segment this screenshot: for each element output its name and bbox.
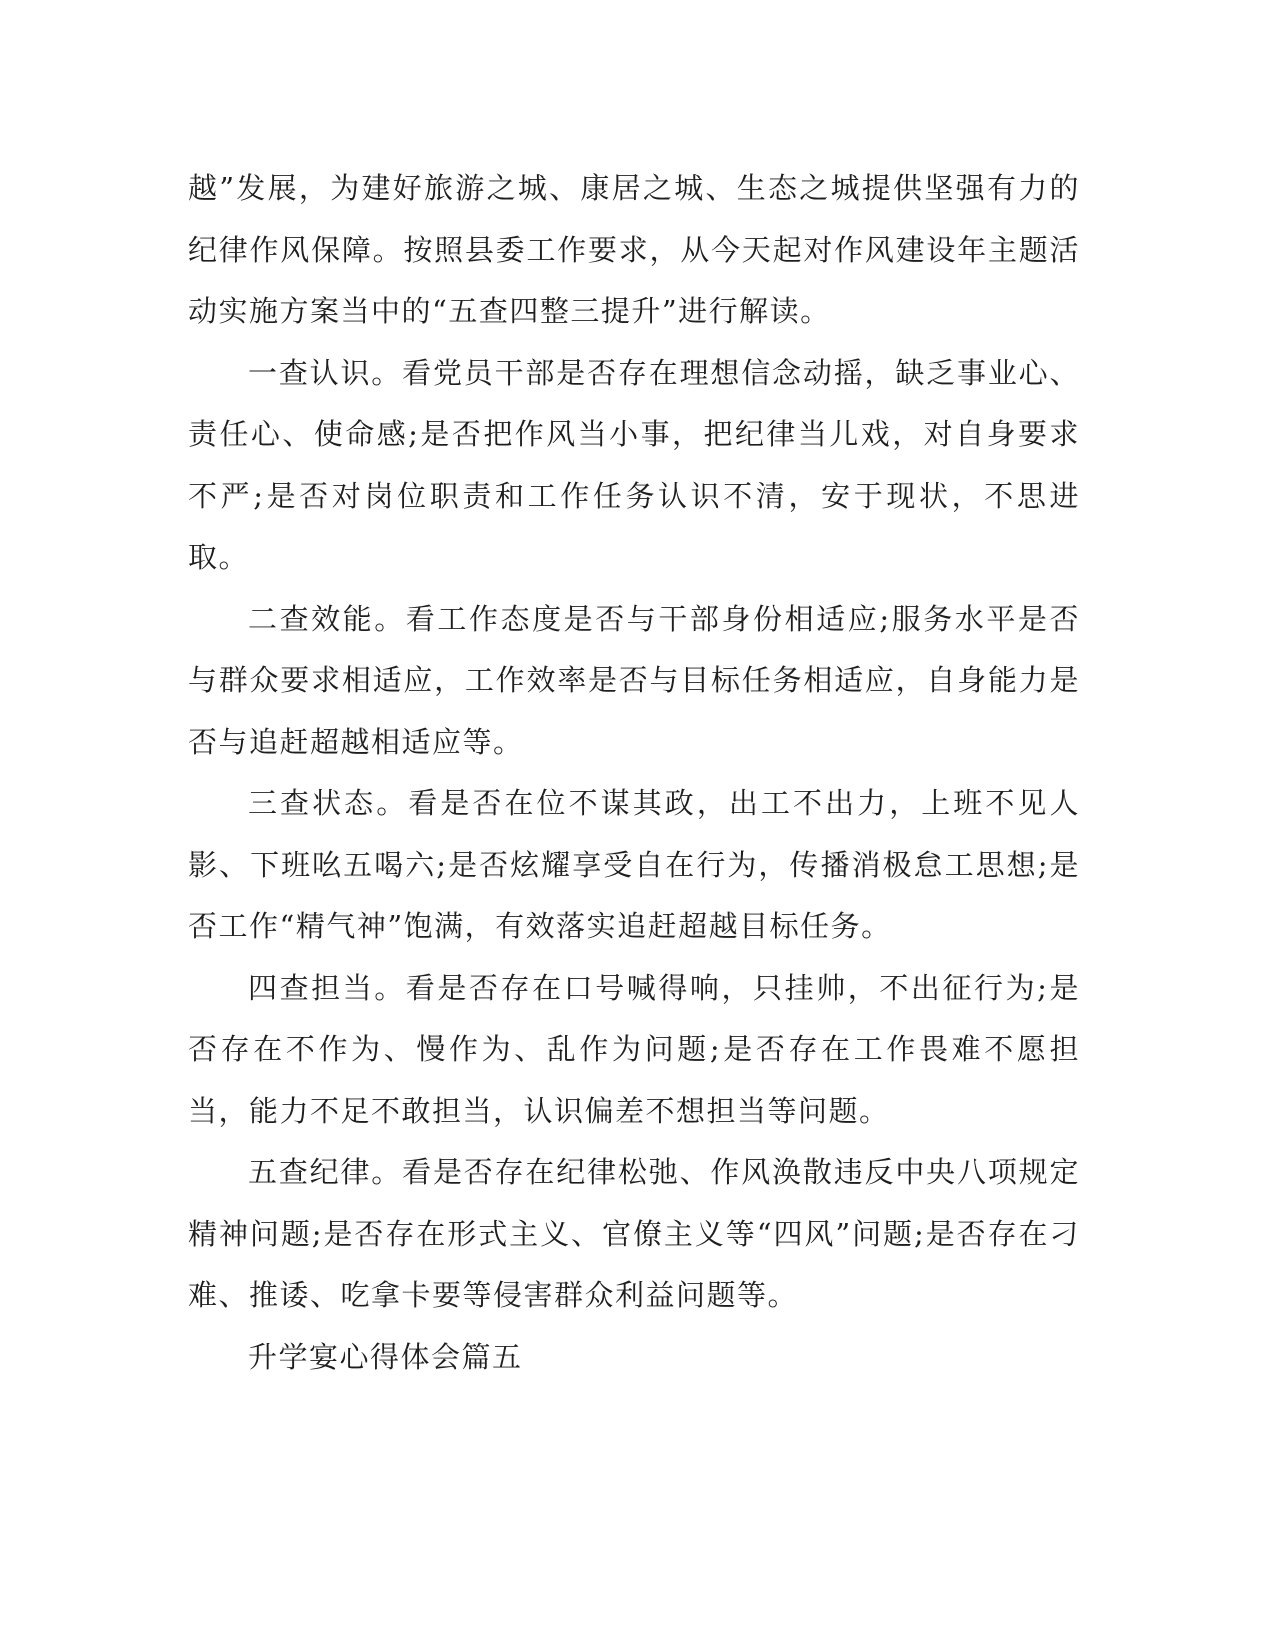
- paragraph-check-responsibility: 四查担当。看是否存在口号喊得响，只挂帅，不出征行为;是否存在不作为、慢作为、乱作为问题;是否存在工作畏难不愿担当，能力不足不敢担当，认识偏差不想担当等问题。: [188, 970, 1080, 1128]
- paragraph-check-efficiency: 二查效能。看工作态度是否与干部身份相适应;服务水平是否与群众要求相适应，工作效率是否与目标任务相适应，自身能力是否与追赶超越相适应等。: [188, 601, 1080, 759]
- paragraph-check-state: 三查状态。看是否在位不谋其政，出工不出力，上班不见人影、下班吆五喝六;是否炫耀享受自在行为，传播消极怠工思想;是否工作“精气神”饱满，有效落实追赶超越目标任务。: [188, 786, 1080, 943]
- paragraph-continuation: 越”发展，为建好旅游之城、康居之城、生态之城提供坚强有力的纪律作风保障。按照县委工作要求，从今天起对作风建设年主题活动实施方案当中的“五查四整三提升”进行解读。: [188, 171, 1080, 328]
- document-body: [188, 158, 1080, 1388]
- section-heading: 升学宴心得体会篇五: [248, 1339, 523, 1374]
- paragraph-check-discipline: 五查纪律。看是否存在纪律松弛、作风涣散违反中央八项规定精神问题;是否存在形式主义、官僚主义等“四风”问题;是否存在刁难、推诿、吃拿卡要等侵害群众利益问题等。: [188, 1155, 1080, 1312]
- paragraph-check-awareness: 一查认识。看党员干部是否存在理想信念动摇，缺乏事业心、责任心、使命感;是否把作风当小事，把纪律当儿戏，对自身要求不严;是否对岗位职责和工作任务认识不清，安于现状，不思进取。: [188, 355, 1080, 574]
